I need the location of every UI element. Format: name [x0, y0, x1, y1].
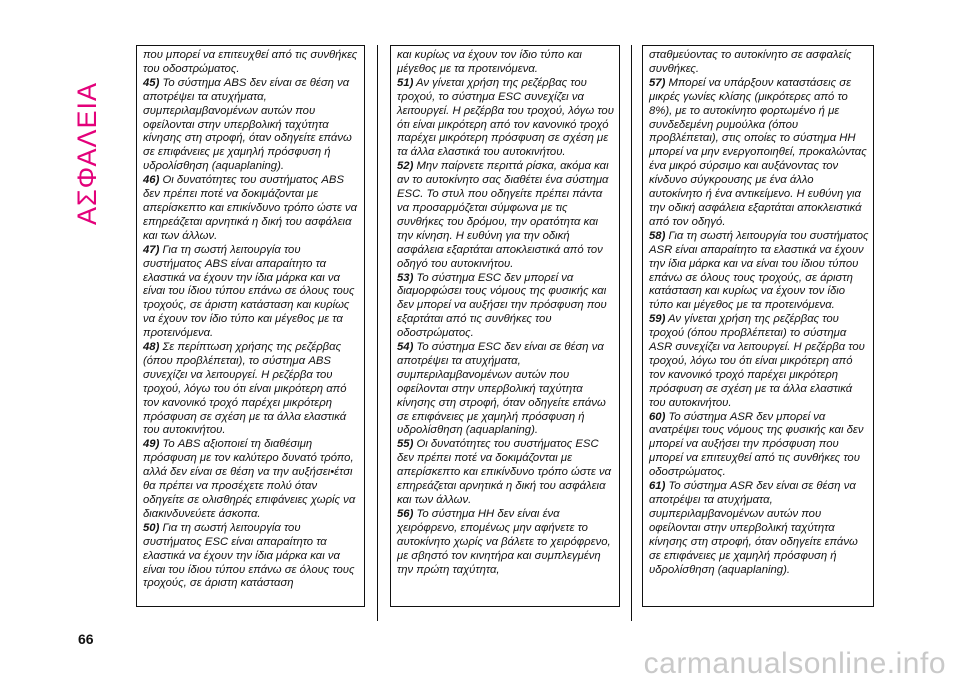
- note-paragraph: [649, 230, 869, 313]
- note-number: 59): [649, 313, 666, 326]
- note-text: Το σύστημα ESC δεν μπορεί να διαμορφώσει τους νόμους της φυσικής και δεν μπορεί να αυξήσει την πρόσφυση που εξαρτάται από τις συνθήκες του οδοστρώματος.: [397, 271, 607, 340]
- note-text: που μπορεί να επιτευχθεί από τις συνθήκες του οδοστρώματος.: [143, 49, 358, 75]
- note-number: 49): [143, 438, 160, 451]
- note-paragraph: [143, 244, 360, 341]
- note-text: Μην παίρνετε περιττά ρίσκα, ακόμα και αν το αυτοκίνητο σας διαθέτει ένα σύστημα ESC. Το στυλ που οδηγείτε πρέπει πάντα να προσαρμόζεται σύμφωνα με τις συνθήκες του δρόμου, την ορατότητα και την κίνηση. Η ευθύνη για την οδική ασφάλεια εξαρτάται αποκλειστικά από τον οδηγό του αυτοκινήτου.: [397, 160, 609, 270]
- note-number: 52): [397, 160, 414, 173]
- note-paragraph: [649, 313, 869, 410]
- text-column-1: [136, 45, 365, 607]
- note-text: Οι δυνατότητες του συστήματος ESC δεν πρέπει ποτέ να δοκιμάζονται με απερίσκεπτο και επικίνδυνο τρόπο ώστε να επηρεάζεται αρνητικά η δική του ασφάλεια και των άλλων.: [397, 438, 612, 506]
- note-text: Για τη σωστή λειτουργία του συστήματος ABS είναι απαραίτητο τα ελαστικά να έχουν την ίδια μάρκα και να είναι του ίδιου τύπου επάνω σε όλους τους τροχούς, σε άριστη κατάσταση και κυρίως να έχουν τον ίδιο τύπο και μέγεθος με τα προτεινόμενα.: [143, 243, 355, 340]
- note-paragraph: [649, 480, 869, 577]
- note-paragraph: [397, 341, 615, 438]
- note-number: 53): [397, 271, 414, 284]
- note-number: 48): [143, 341, 160, 354]
- text-column-3: [642, 45, 874, 607]
- note-paragraph: [397, 438, 615, 508]
- note-number: 54): [397, 341, 414, 354]
- note-text: Μπορεί να υπάρξουν καταστάσεις σε μικρές γωνίες κλίσης (μικρότερες από το 8%), με το αυτοκίνητο φορτωμένο ή με συνδεδεμένη ρυμούλκα (όπου προβλέπεται), στις οποίες το σύστημα HH μπορεί να μην ενεργοποιηθεί, προκαλώντας ένα μικρό σύρσιμο και αυξάνοντας τον κίνδυνο σύγκρουσης με ένα άλλο αυτοκίνητο ή ένα αντικείμενο. Η ευθύνη για την οδική ασφάλεια εξαρτάται αποκλειστικά από τον οδηγό.: [649, 76, 867, 228]
- column-divider-2: [631, 45, 632, 621]
- note-paragraph: [143, 174, 360, 244]
- note-paragraph: [649, 411, 869, 481]
- note-paragraph: [397, 508, 615, 578]
- note-text: Για τη σωστή λειτουργία του συστήματος ASR είναι απαραίτητο τα ελαστικά να έχουν την ίδια μάρκα και να είναι του ίδιου τύπου επάνω σε όλους τους τροχούς, σε άριστη κατάσταση και κυρίως να έχουν τον ίδιο τύπο και μέγεθος με τα προτεινόμενα.: [649, 229, 869, 312]
- note-text: Αν γίνεται χρήση της ρεζέρβας του τροχού, το σύστημα ESC συνεχίζει να λειτουργεί. Η ρεζέρβα του τροχού, λόγω του ότι είναι μικρότερη από τον κανονικό τροχό παρέχει μικρότερη πρόσφυση σε σχέση με τα άλλα ελαστικά του αυτοκινήτου.: [397, 76, 614, 159]
- section-title: ΑΣΦΑΛΕΙΑ: [72, 81, 103, 225]
- note-paragraph: [397, 77, 615, 160]
- note-number: 57): [649, 76, 666, 89]
- note-text: Το σύστημα ASR δεν είναι σε θέση να αποτρέψει τα ατυχήματα, συμπεριλαμβανομένων αυτών που οφείλονται στην υπερβολική ταχύτητα κίνησης στη στροφή, όταν οδηγείτε επάνω σε επιφάνειες με χαμηλή πρόσφυση ή υδρολίσθηση (aquaplaning).: [649, 480, 858, 576]
- note-number: 61): [649, 480, 666, 493]
- note-text: και κυρίως να έχουν τον ίδιο τύπο και μέγεθος με τα προτεινόμενα.: [397, 49, 582, 75]
- column-divider-1: [377, 45, 378, 621]
- note-number: 46): [143, 174, 160, 187]
- note-text: Για τη σωστή λειτουργία του συστήματος ESC είναι απαραίτητο τα ελαστικά να έχουν την ίδια μάρκα και να είναι του ίδιου τύπου επάνω σε όλους τους τροχούς, σε άριστη κατάσταση: [143, 521, 355, 590]
- note-text: σταθμεύοντας το αυτοκίνητο σε ασφαλείς συνθήκες.: [649, 49, 852, 75]
- note-paragraph: [649, 49, 869, 77]
- note-text: Οι δυνατότητες του συστήματος ABS δεν πρέπει ποτέ να δοκιμάζονται με απερίσκεπτο και επικίνδυνο τρόπο ώστε να επηρεάζεται αρνητικά η δική του ασφάλεια και των άλλων.: [143, 174, 358, 242]
- watermark: carmanualsonline.info: [643, 647, 946, 680]
- note-paragraph: [397, 272, 615, 342]
- note-text: Το σύστημα ASR δεν μπορεί να ανατρέψει τους νόμους της φυσικής και δεν μπορεί να αυξήσει την πρόσφυση που μπορεί να επιτευχθεί από τις συνθήκες του οδοστρώματος.: [649, 410, 864, 479]
- note-number: 55): [397, 438, 414, 451]
- note-number: 56): [397, 507, 414, 520]
- note-paragraph: [143, 49, 360, 77]
- note-text: Το σύστημα HH δεν είναι ένα χειρόφρενο, επομένως μην αφήνετε το αυτοκίνητο χωρίς να βάλετε το χειρόφρενο, με σβηστό τον κινητήρα και συμπλεγμένη την πρώτη ταχύτητα,: [397, 507, 611, 576]
- note-paragraph: [397, 160, 615, 271]
- note-paragraph: [143, 522, 360, 592]
- note-number: 51): [397, 76, 414, 89]
- note-paragraph: [143, 438, 360, 521]
- note-paragraph: [649, 77, 869, 230]
- note-text: Το ABS αξιοποιεί τη διαθέσιμη πρόσφυση με τον καλύτερο δυνατό τρόπο, αλλά δεν είναι σε θέση να την αυξήσει•έτσι θα πρέπει να προσέχετε πολύ όταν οδηγείτε σε ολισθηρές επιφάνειες χωρίς να διακινδυνεύετε άσκοπα.: [143, 438, 356, 520]
- note-number: 60): [649, 410, 666, 423]
- note-paragraph: [143, 341, 360, 438]
- page-number: 66: [78, 631, 94, 647]
- note-text: Το σύστημα ESC δεν είναι σε θέση να αποτρέψει τα ατυχήματα, συμπεριλαμβανομένων αυτών που οφείλονται στην υπερβολική ταχύτητα κίνησης στη στροφή, όταν οδηγείτε επάνω σε επιφάνειες με χαμηλή πρόσφυση ή υδρολίσθηση (aquaplaning).: [397, 341, 606, 437]
- note-number: 45): [143, 76, 160, 89]
- note-paragraph: [143, 77, 360, 174]
- note-paragraph: [397, 49, 615, 77]
- note-number: 58): [649, 229, 666, 242]
- section-title-vertical: [70, 58, 106, 248]
- note-number: 47): [143, 243, 160, 256]
- note-number: 50): [143, 521, 160, 534]
- note-text: Αν γίνεται χρήση της ρεζέρβας του τροχού (όπου προβλέπεται) το σύστημα ASR συνεχίζει να λειτουργεί. Η ρεζέρβα του τροχού, λόγω του ότι είναι μικρότερη από τον κανονικό τροχό παρέχει μικρότερη πρόσφυση σε σχέση με τα άλλα ελαστικά του αυτοκινήτου.: [649, 313, 865, 409]
- note-text: Το σύστημα ABS δεν είναι σε θέση να αποτρέψει τα ατυχήματα, συμπεριλαμβανομένων αυτών που οφείλονται στην υπερβολική ταχύτητα κίνησης στη στροφή, όταν οδηγείτε επάνω σε επιφάνειες με χαμηλή πρόσφυση ή υδρολίσθηση (aquaplaning).: [143, 76, 352, 173]
- note-text: Σε περίπτωση χρήσης της ρεζέρβας (όπου προβλέπεται), το σύστημα ABS συνεχίζει να λειτουργεί. Η ρεζέρβα του τροχού, λόγω του ότι είναι μικρότερη από τον κανονικό τροχό παρέχει μικρότερη πρόσφυση σε σχέση με τα άλλα ελαστικά του αυτοκινήτου.: [143, 341, 347, 437]
- text-column-2: [390, 45, 620, 607]
